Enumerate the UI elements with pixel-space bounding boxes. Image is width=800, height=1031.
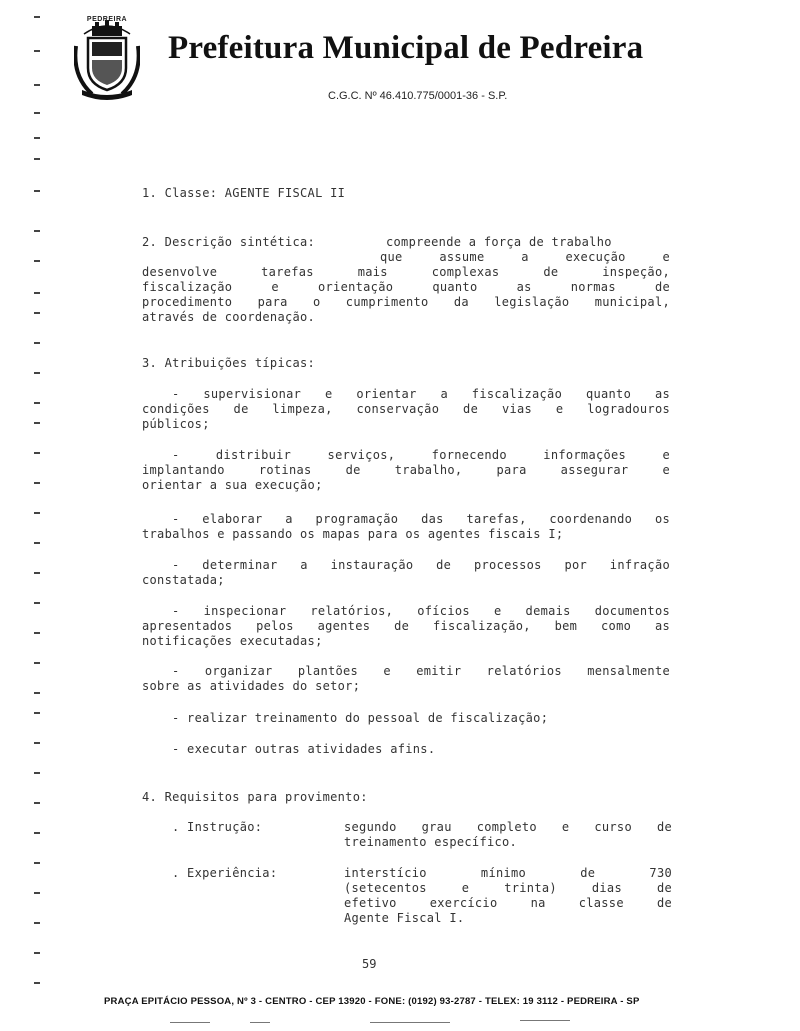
instrucao-value: segundo grau completo e curso de treinamento específico. <box>344 820 672 849</box>
scan-noise <box>170 1022 210 1023</box>
list-item: - determinar a instauração de processos por infração constatada; <box>142 558 670 587</box>
letterhead-title: Prefeitura Municipal de Pedreira <box>168 30 644 66</box>
section-2-body: desenvolve tarefas mais complexas de inspeção, fiscalização e orientação quanto as normas de procedimento para o cumprimento da legislação municipal, através de coordenação. <box>142 265 670 324</box>
section-1-class: 1. Classe: AGENTE FISCAL II <box>142 186 346 200</box>
footer-address: PRAÇA EPITÁCIO PESSOA, Nº 3 - CENTRO - CEP 13920 - FONE: (0192) 93-2787 - TELEX: 19 3112 - PEDREIRA - SP <box>104 996 640 1007</box>
list-item: - inspecionar relatórios, ofícios e demais documentos apresentados pelos agentes de fiscalização, bem como as notificações executadas; <box>142 604 670 648</box>
letterhead-cgc: C.G.C. Nº 46.410.775/0001-36 - S.P. <box>328 90 508 102</box>
section-3-heading: 3. Atribuições típicas: <box>142 356 316 370</box>
scan-noise <box>250 1022 270 1023</box>
list-item: - organizar plantões e emitir relatórios mensalmente sobre as atividades do setor; <box>142 664 670 693</box>
list-item: - supervisionar e orientar a fiscalização quanto as condições de limpeza, conservação de vias e logradouros públicos; <box>142 387 670 431</box>
margin-ticks <box>34 12 44 1012</box>
experiencia-value: interstício mínimo de 730 (setecentos e trinta) dias de efetivo exercício na classe de Agente Fiscal I. <box>344 866 672 925</box>
municipal-crest-icon <box>74 16 140 104</box>
list-item: - executar outras atividades afins. <box>172 742 436 756</box>
list-item: - realizar treinamento do pessoal de fiscalização; <box>172 711 549 725</box>
section-2-heading: 2. Descrição sintética: <box>142 235 316 249</box>
page-number: 59 <box>362 957 377 971</box>
scan-noise <box>370 1022 450 1023</box>
section-2-line: compreende a força de trabalho <box>386 235 612 249</box>
section-2-line: que assume a execução e <box>380 250 670 264</box>
experiencia-label: . Experiência: <box>172 866 278 880</box>
scan-noise <box>520 1020 570 1021</box>
instrucao-label: . Instrução: <box>172 820 263 834</box>
crest-label: PEDREIRA <box>86 16 128 23</box>
section-4-heading: 4. Requisitos para provimento: <box>142 790 368 804</box>
list-item: - elaborar a programação das tarefas, coordenando os trabalhos e passando os mapas para os agentes fiscais I; <box>142 512 670 541</box>
list-item: - distribuir serviços, fornecendo informações e implantando rotinas de trabalho, para assegurar e orientar a sua execução; <box>142 448 670 492</box>
